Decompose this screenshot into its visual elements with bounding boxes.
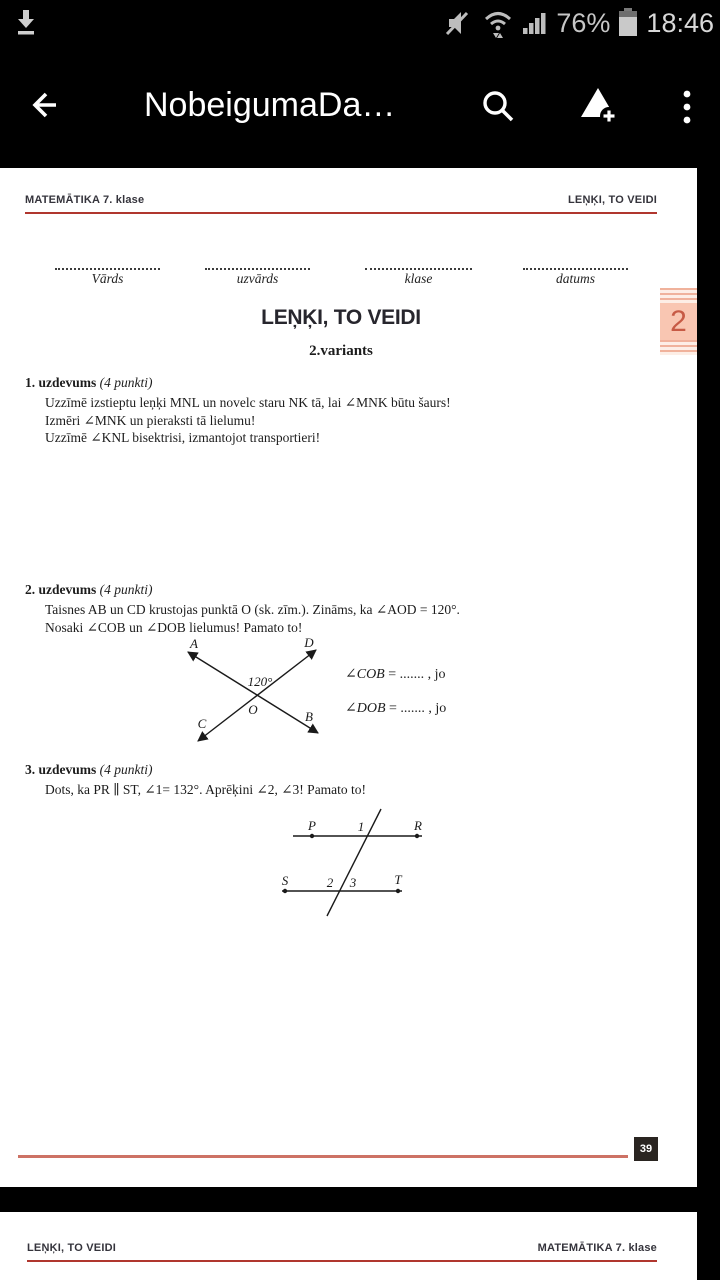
point-label-T: T — [394, 872, 402, 887]
page-header-left: MATEMĀTIKA 7. klase — [25, 194, 145, 206]
point-P — [310, 834, 314, 838]
worksheet-title: LEŅĶI, TO VEIDI — [261, 306, 421, 329]
task-line: Dots, ka PR ∥ ST, ∠1= 132°. Aprēķini ∠2, ∠3! Pamato to! — [45, 782, 367, 797]
task-number: 2. uzdevums — [25, 582, 97, 597]
angle-label-120: 120° — [247, 674, 273, 689]
add-to-drive-button[interactable] — [578, 86, 618, 124]
transversal-line — [327, 809, 381, 916]
point-T — [396, 889, 400, 893]
angle-label-1: 1 — [357, 819, 365, 834]
answer-blank: = ....... , jo — [389, 701, 447, 716]
angle-term: ∠COB — [345, 667, 385, 682]
field-label: datums — [555, 271, 595, 286]
search-button[interactable] — [480, 88, 516, 124]
task-points: (4 punkti) — [99, 375, 153, 390]
point-label-P: P — [308, 818, 316, 833]
task-line: Uzzīmē ∠KNL bisektrisi, izmantojot transportieri! — [45, 430, 321, 445]
answer-blank: = ....... , jo — [388, 667, 446, 682]
battery-icon — [617, 8, 639, 38]
parallel-lines-diagram — [268, 804, 436, 926]
point-label-R: R — [414, 818, 422, 833]
task-line: Nosaki ∠COB un ∠DOB lielumus! Pamato to! — [45, 619, 303, 635]
wifi-icon — [482, 7, 514, 39]
cellular-signal-icon — [521, 9, 549, 37]
task-number: 3. uzdevums — [25, 762, 97, 777]
point-S — [283, 889, 287, 893]
tab-stripes-top — [660, 288, 697, 303]
task-line: Taisnes AB un CD krustojas punktā O (sk. zīm.). Zināms, ka ∠AOD = 120°. — [45, 602, 460, 617]
clock: 18:46 — [646, 7, 714, 38]
field-label: uzvārds — [236, 271, 279, 286]
task-number: 1. uzdevums — [25, 375, 97, 390]
variant-number: 2 — [660, 303, 697, 340]
task-line: Izmēri ∠MNK un pieraksti tā lielumu! — [45, 412, 256, 428]
task-1-text — [45, 394, 451, 447]
point-label-A: A — [190, 636, 198, 651]
overflow-menu-button[interactable] — [680, 88, 694, 126]
point-label-D: D — [304, 636, 314, 650]
task-3-heading — [25, 762, 153, 778]
status-bar — [0, 0, 720, 46]
page2-header — [27, 1242, 657, 1254]
answer-line-COB — [345, 666, 446, 683]
field-datums — [523, 260, 628, 287]
angle-label-2: 2 — [326, 875, 334, 890]
dotted-line — [523, 260, 628, 270]
back-button[interactable] — [24, 86, 62, 124]
field-klase — [365, 260, 472, 287]
angle-label-3: 3 — [349, 875, 357, 890]
document-title: NobeigumaDa… — [144, 86, 396, 124]
page2-header-right: MATEMĀTIKA 7. klase — [537, 1242, 657, 1254]
dotted-line — [365, 260, 472, 270]
task-points: (4 punkti) — [99, 762, 153, 777]
page-number-badge: 39 — [634, 1137, 658, 1161]
angle-term: ∠DOB — [345, 701, 386, 716]
mute-icon — [443, 7, 475, 39]
pdf-page-1[interactable] — [0, 168, 697, 1187]
pdf-page-2[interactable] — [0, 1212, 697, 1280]
footer-rule — [18, 1155, 628, 1158]
page2-header-rule — [27, 1260, 657, 1262]
dotted-line — [55, 260, 160, 270]
page-header — [25, 194, 657, 206]
answer-line-DOB — [345, 700, 446, 717]
field-label: klase — [404, 271, 433, 286]
page-header-right: LEŅĶI, TO VEIDI — [568, 194, 657, 206]
point-R — [415, 834, 419, 838]
point-label-B: B — [305, 709, 313, 724]
point-label-S: S — [281, 873, 289, 888]
app-bar — [0, 46, 720, 162]
task-2-heading — [25, 582, 153, 598]
worksheet-variant: 2.variants — [309, 343, 373, 359]
dotted-line — [205, 260, 310, 270]
page2-header-left: LEŅĶI, TO VEIDI — [27, 1242, 116, 1254]
point-label-O: O — [248, 702, 258, 717]
point-label-C: C — [197, 716, 207, 731]
download-complete-icon — [12, 8, 40, 38]
line-CD — [198, 650, 316, 741]
task-points: (4 punkti) — [99, 582, 153, 597]
task-2-text — [45, 601, 460, 636]
battery-percent: 76% — [556, 7, 611, 38]
header-rule — [25, 212, 657, 214]
field-label: Vārds — [91, 271, 124, 286]
task-3-text — [45, 781, 366, 799]
task-1-heading — [25, 375, 153, 391]
task-line: Uzzīmē izstieptu leņķi MNL un novelc staru NK tā, lai ∠MNK būtu šaurs! — [45, 395, 451, 410]
field-uzvards — [205, 260, 310, 287]
intersecting-lines-diagram — [148, 636, 340, 754]
field-vards — [55, 260, 160, 287]
